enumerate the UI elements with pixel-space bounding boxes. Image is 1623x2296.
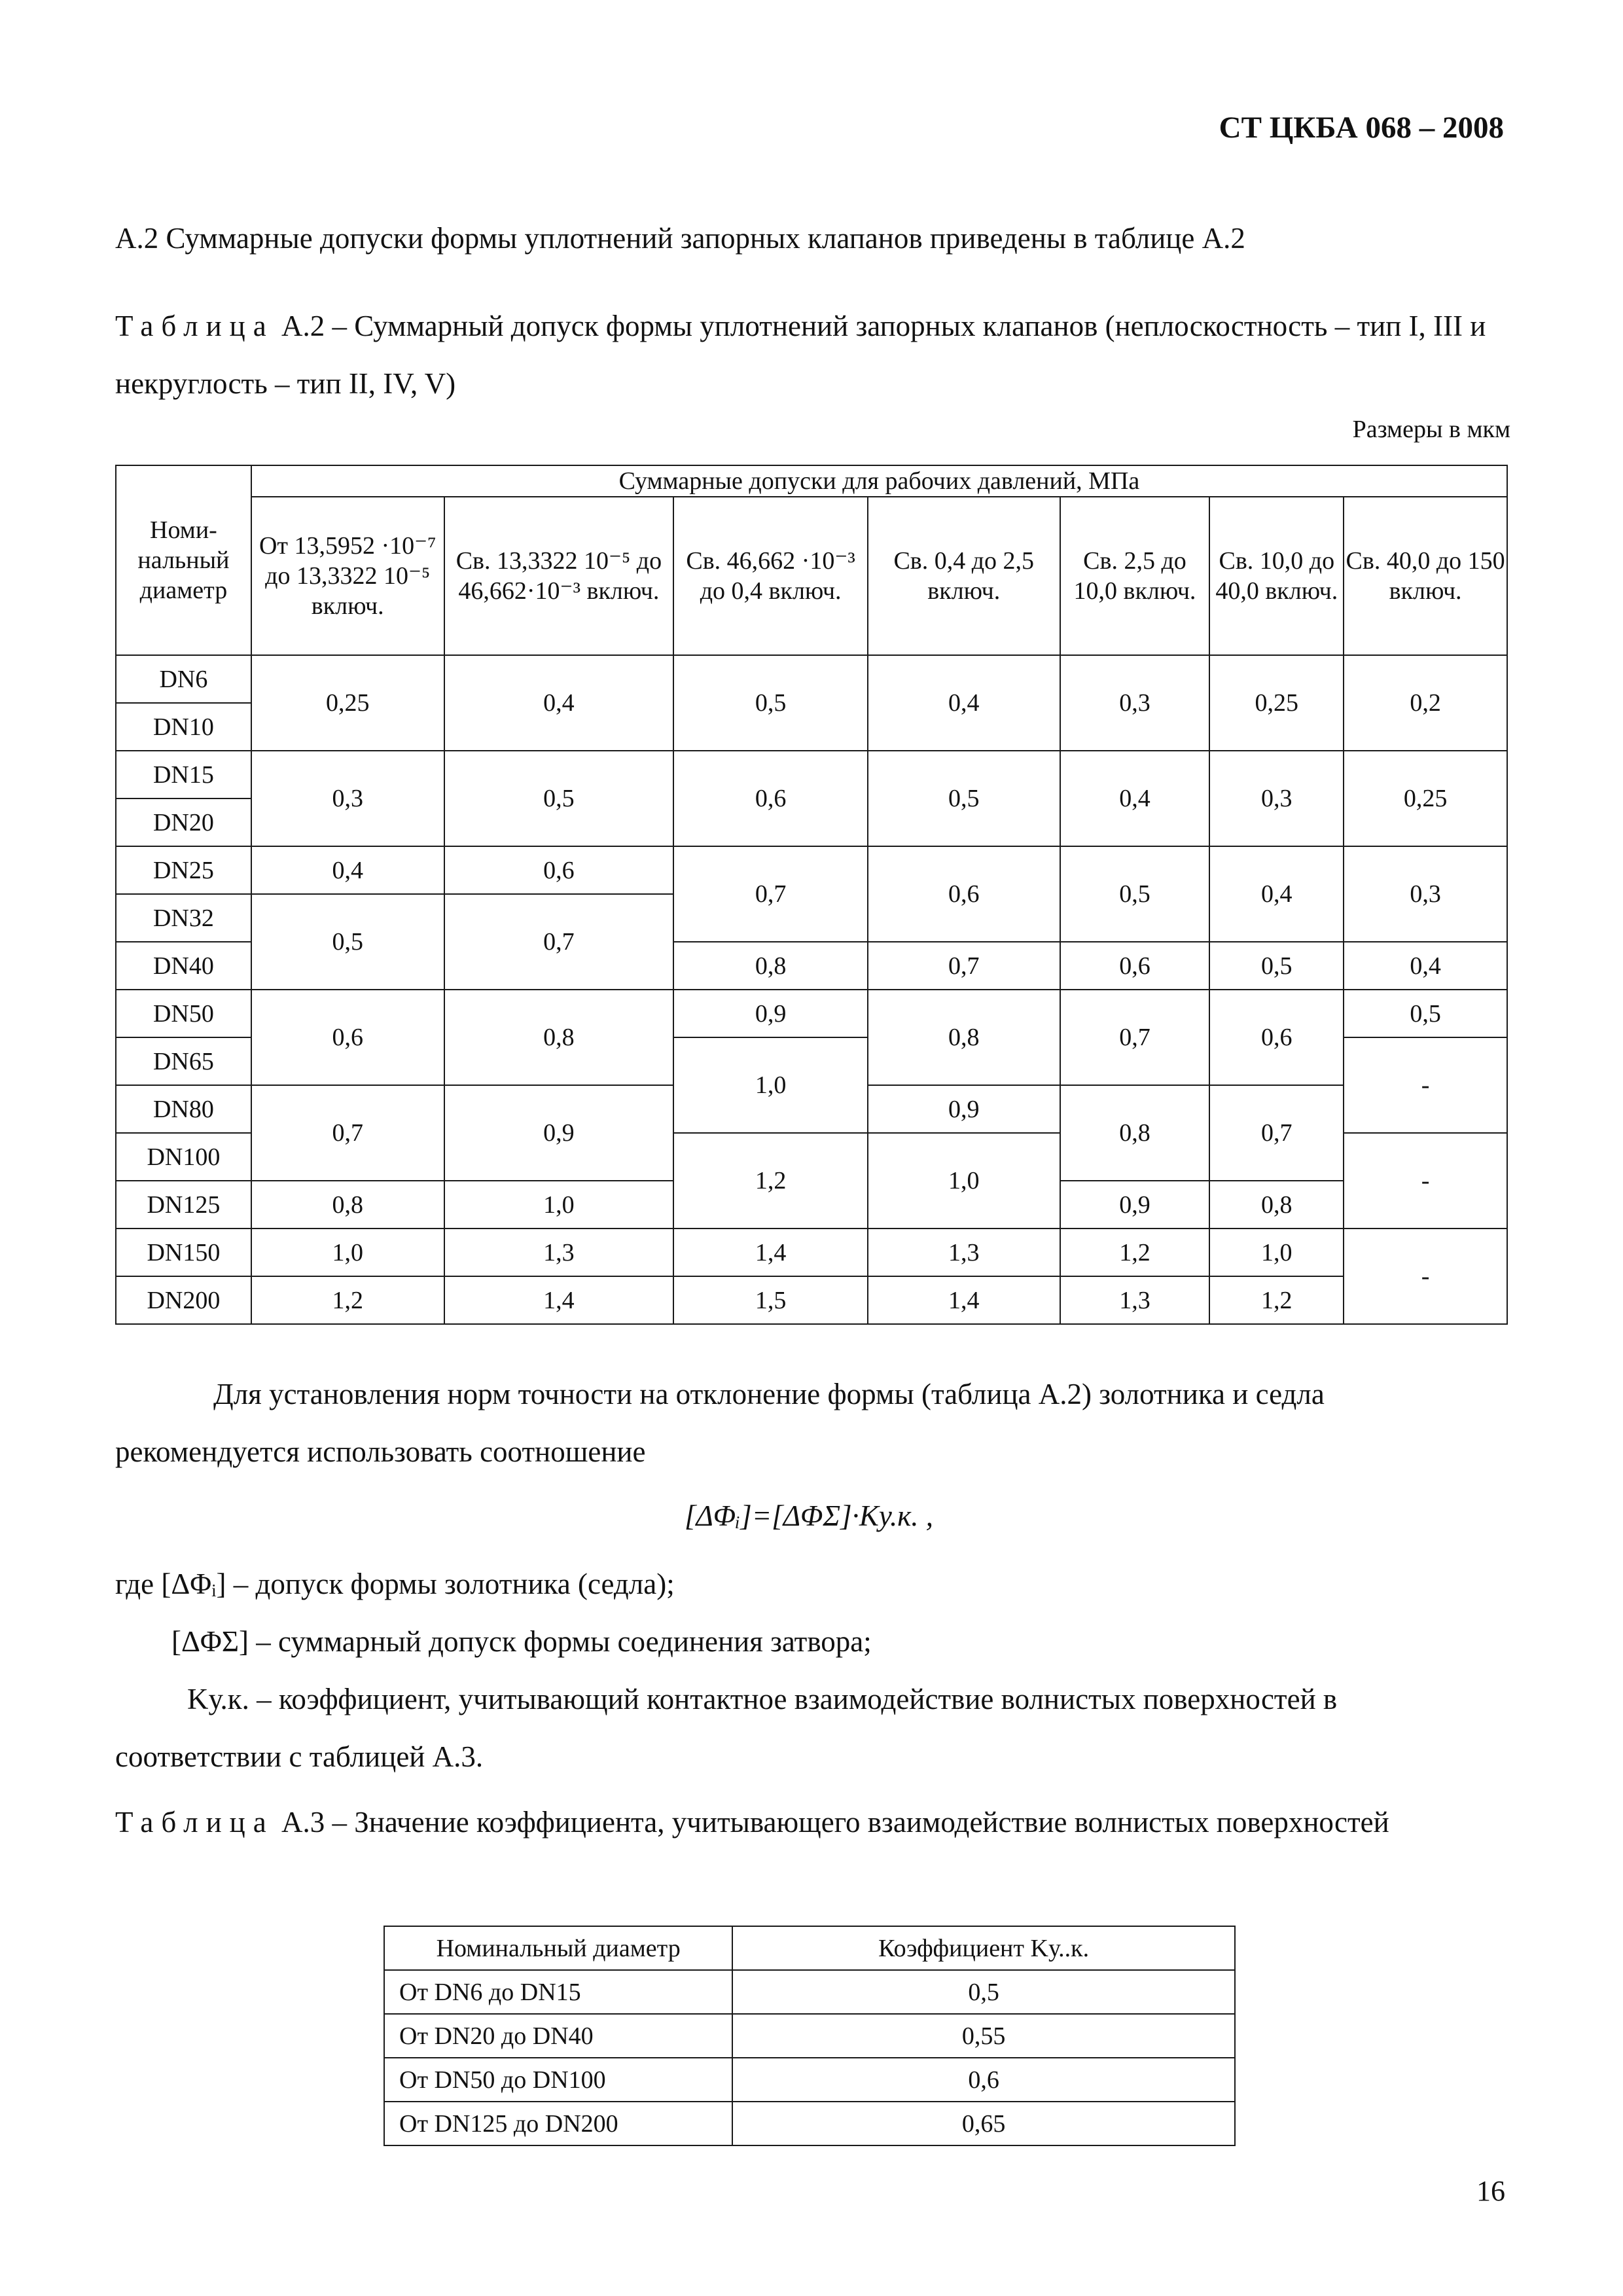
dn-label: DN80 <box>116 1085 251 1133</box>
cell: 0,9 <box>1060 1181 1210 1229</box>
cell: 0,7 <box>868 942 1060 990</box>
cell: 0,4 <box>1209 846 1344 942</box>
cell: 1,2 <box>673 1133 868 1229</box>
cell: 0,6 <box>1209 990 1344 1085</box>
cell: 0,3 <box>251 751 444 846</box>
cell: - <box>1344 1229 1507 1324</box>
cell: 0,4 <box>444 655 674 751</box>
header-col-2: Св. 13,3322 10⁻⁵ до 46,662·10⁻³ включ. <box>444 497 674 655</box>
cell: 0,6 <box>1060 942 1210 990</box>
cell: 1,3 <box>1060 1276 1210 1324</box>
range-cell: От DN50 до DN100 <box>384 2058 732 2102</box>
header-nominal-diameter: Номи-нальный диаметр <box>116 465 251 655</box>
cell: 0,7 <box>673 846 868 942</box>
cell: 0,6 <box>251 990 444 1085</box>
range-cell: От DN125 до DN200 <box>384 2102 732 2145</box>
coefficient-cell: 0,5 <box>732 1970 1235 2014</box>
formula-text: [ΔΦᵢ]=[ΔΦΣ]·Kу.к. , <box>685 1499 934 1532</box>
page-number: 16 <box>1476 2175 1505 2207</box>
header-col-5: Св. 2,5 до 10,0 включ. <box>1060 497 1210 655</box>
cell: 1,0 <box>673 1037 868 1133</box>
cell: 0,25 <box>1209 655 1344 751</box>
cell: 1,3 <box>868 1229 1060 1276</box>
cell: 0,8 <box>673 942 868 990</box>
paragraph-relation: Для установления норм точности на отклонение формы (таблица А.2) золотника и седла рекомендуется использовать соотношение <box>115 1378 1325 1468</box>
table-a3-caption <box>115 1793 1508 1851</box>
coefficient-cell: 0,6 <box>732 2058 1235 2102</box>
dn-label: DN32 <box>116 894 251 942</box>
cell: 1,2 <box>251 1276 444 1324</box>
cell: 1,4 <box>444 1276 674 1324</box>
coefficient-cell: 0,65 <box>732 2102 1235 2145</box>
formula <box>685 1499 933 1533</box>
cell: 0,5 <box>251 894 444 990</box>
cell: 0,7 <box>444 894 674 990</box>
cell: 0,9 <box>868 1085 1060 1133</box>
cell: - <box>1344 1133 1507 1229</box>
header-nominal-diameter: Номинальный диаметр <box>384 1926 732 1970</box>
dn-label: DN200 <box>116 1276 251 1324</box>
header-col-7: Св. 40,0 до 150 включ. <box>1344 497 1507 655</box>
table-a2-caption-text: А.2 – Суммарный допуск формы уплотнений запорных клапанов (неплоскостность – тип I, III и некруглость – тип II, IV, V) <box>115 310 1486 400</box>
cell: 0,4 <box>1060 751 1210 846</box>
cell: 1,0 <box>444 1181 674 1229</box>
range-cell: От DN20 до DN40 <box>384 2014 732 2058</box>
where-line-3: Kу.к. – коэффициент, учитывающий контактное взаимодействие волнистых поверхностей в соответствии с таблицей А.3. <box>115 1683 1338 1773</box>
cell: 0,8 <box>251 1181 444 1229</box>
cell: 1,3 <box>444 1229 674 1276</box>
cell: 0,4 <box>251 846 444 894</box>
dn-label: DN15 <box>116 751 251 798</box>
header-col-3: Св. 46,662 ·10⁻³ до 0,4 включ. <box>673 497 868 655</box>
document-code: СТ ЦКБА 068 – 2008 <box>1219 111 1504 145</box>
cell: 0,25 <box>1344 751 1507 846</box>
cell: 1,2 <box>1060 1229 1210 1276</box>
where-line-1: где [ΔΦᵢ] – допуск формы золотника (седла); <box>115 1568 675 1600</box>
cell: 0,8 <box>1209 1181 1344 1229</box>
cell: 0,2 <box>1344 655 1507 751</box>
dn-label: DN20 <box>116 798 251 846</box>
cell: 0,8 <box>444 990 674 1085</box>
cell: 0,6 <box>868 846 1060 942</box>
dn-label: DN65 <box>116 1037 251 1085</box>
cell: 1,0 <box>251 1229 444 1276</box>
where-line-2: [ΔΦΣ] – суммарный допуск формы соединения затвора; <box>171 1625 872 1658</box>
range-cell: От DN6 до DN15 <box>384 1970 732 2014</box>
cell: 0,25 <box>251 655 444 751</box>
cell: 1,5 <box>673 1276 868 1324</box>
cell: 1,4 <box>868 1276 1060 1324</box>
coefficient-cell: 0,55 <box>732 2014 1235 2058</box>
dn-label: DN50 <box>116 990 251 1037</box>
dn-label: DN40 <box>116 942 251 990</box>
cell: 0,8 <box>1060 1085 1210 1181</box>
table-a2-caption <box>115 297 1508 412</box>
cell: 1,0 <box>1209 1229 1344 1276</box>
cell: 0,7 <box>251 1085 444 1181</box>
units-note: Размеры в мкм <box>1352 416 1510 443</box>
cell: 0,4 <box>868 655 1060 751</box>
cell: 0,6 <box>673 751 868 846</box>
cell: 0,3 <box>1344 846 1507 942</box>
header-col-1: От 13,5952 ·10⁻⁷ до 13,3322 10⁻⁵ включ. <box>251 497 444 655</box>
cell: 0,8 <box>868 990 1060 1085</box>
dn-label: DN10 <box>116 703 251 751</box>
header-pressure-group: Суммарные допуски для рабочих давлений, МПа <box>251 465 1507 497</box>
cell: 0,3 <box>1060 655 1210 751</box>
cell: 0,4 <box>1344 942 1507 990</box>
cell: 0,5 <box>868 751 1060 846</box>
cell: 1,2 <box>1209 1276 1344 1324</box>
dn-label: DN6 <box>116 655 251 703</box>
table-a3-caption-label: Таблица <box>115 1806 274 1839</box>
dn-label: DN100 <box>116 1133 251 1181</box>
table-a2 <box>115 465 1508 1325</box>
cell: 0,7 <box>1209 1085 1344 1181</box>
dn-label: DN125 <box>116 1181 251 1229</box>
cell: 1,4 <box>673 1229 868 1276</box>
cell: 0,9 <box>673 990 868 1037</box>
cell: 0,5 <box>1060 846 1210 942</box>
header-col-6: Св. 10,0 до 40,0 включ. <box>1209 497 1344 655</box>
cell: 0,7 <box>1060 990 1210 1085</box>
intro-paragraph: А.2 Суммарные допуски формы уплотнений запорных клапанов приведены в таблице А.2 <box>115 222 1245 255</box>
cell: 0,5 <box>444 751 674 846</box>
cell: - <box>1344 1037 1507 1133</box>
header-coefficient: Коэффициент Kу..к. <box>732 1926 1235 1970</box>
cell: 0,6 <box>444 846 674 894</box>
table-a3 <box>383 1926 1236 2146</box>
cell: 0,5 <box>1209 942 1344 990</box>
header-col-4: Св. 0,4 до 2,5 включ. <box>868 497 1060 655</box>
cell: 0,3 <box>1209 751 1344 846</box>
dn-label: DN150 <box>116 1229 251 1276</box>
cell: 0,5 <box>1344 990 1507 1037</box>
dn-label: DN25 <box>116 846 251 894</box>
cell: 0,9 <box>444 1085 674 1181</box>
table-a3-caption-text: А.3 – Значение коэффициента, учитывающего взаимодействие волнистых поверхностей <box>281 1806 1389 1839</box>
cell: 0,5 <box>673 655 868 751</box>
table-a2-caption-label: Таблица <box>115 310 274 342</box>
cell: 1,0 <box>868 1133 1060 1229</box>
